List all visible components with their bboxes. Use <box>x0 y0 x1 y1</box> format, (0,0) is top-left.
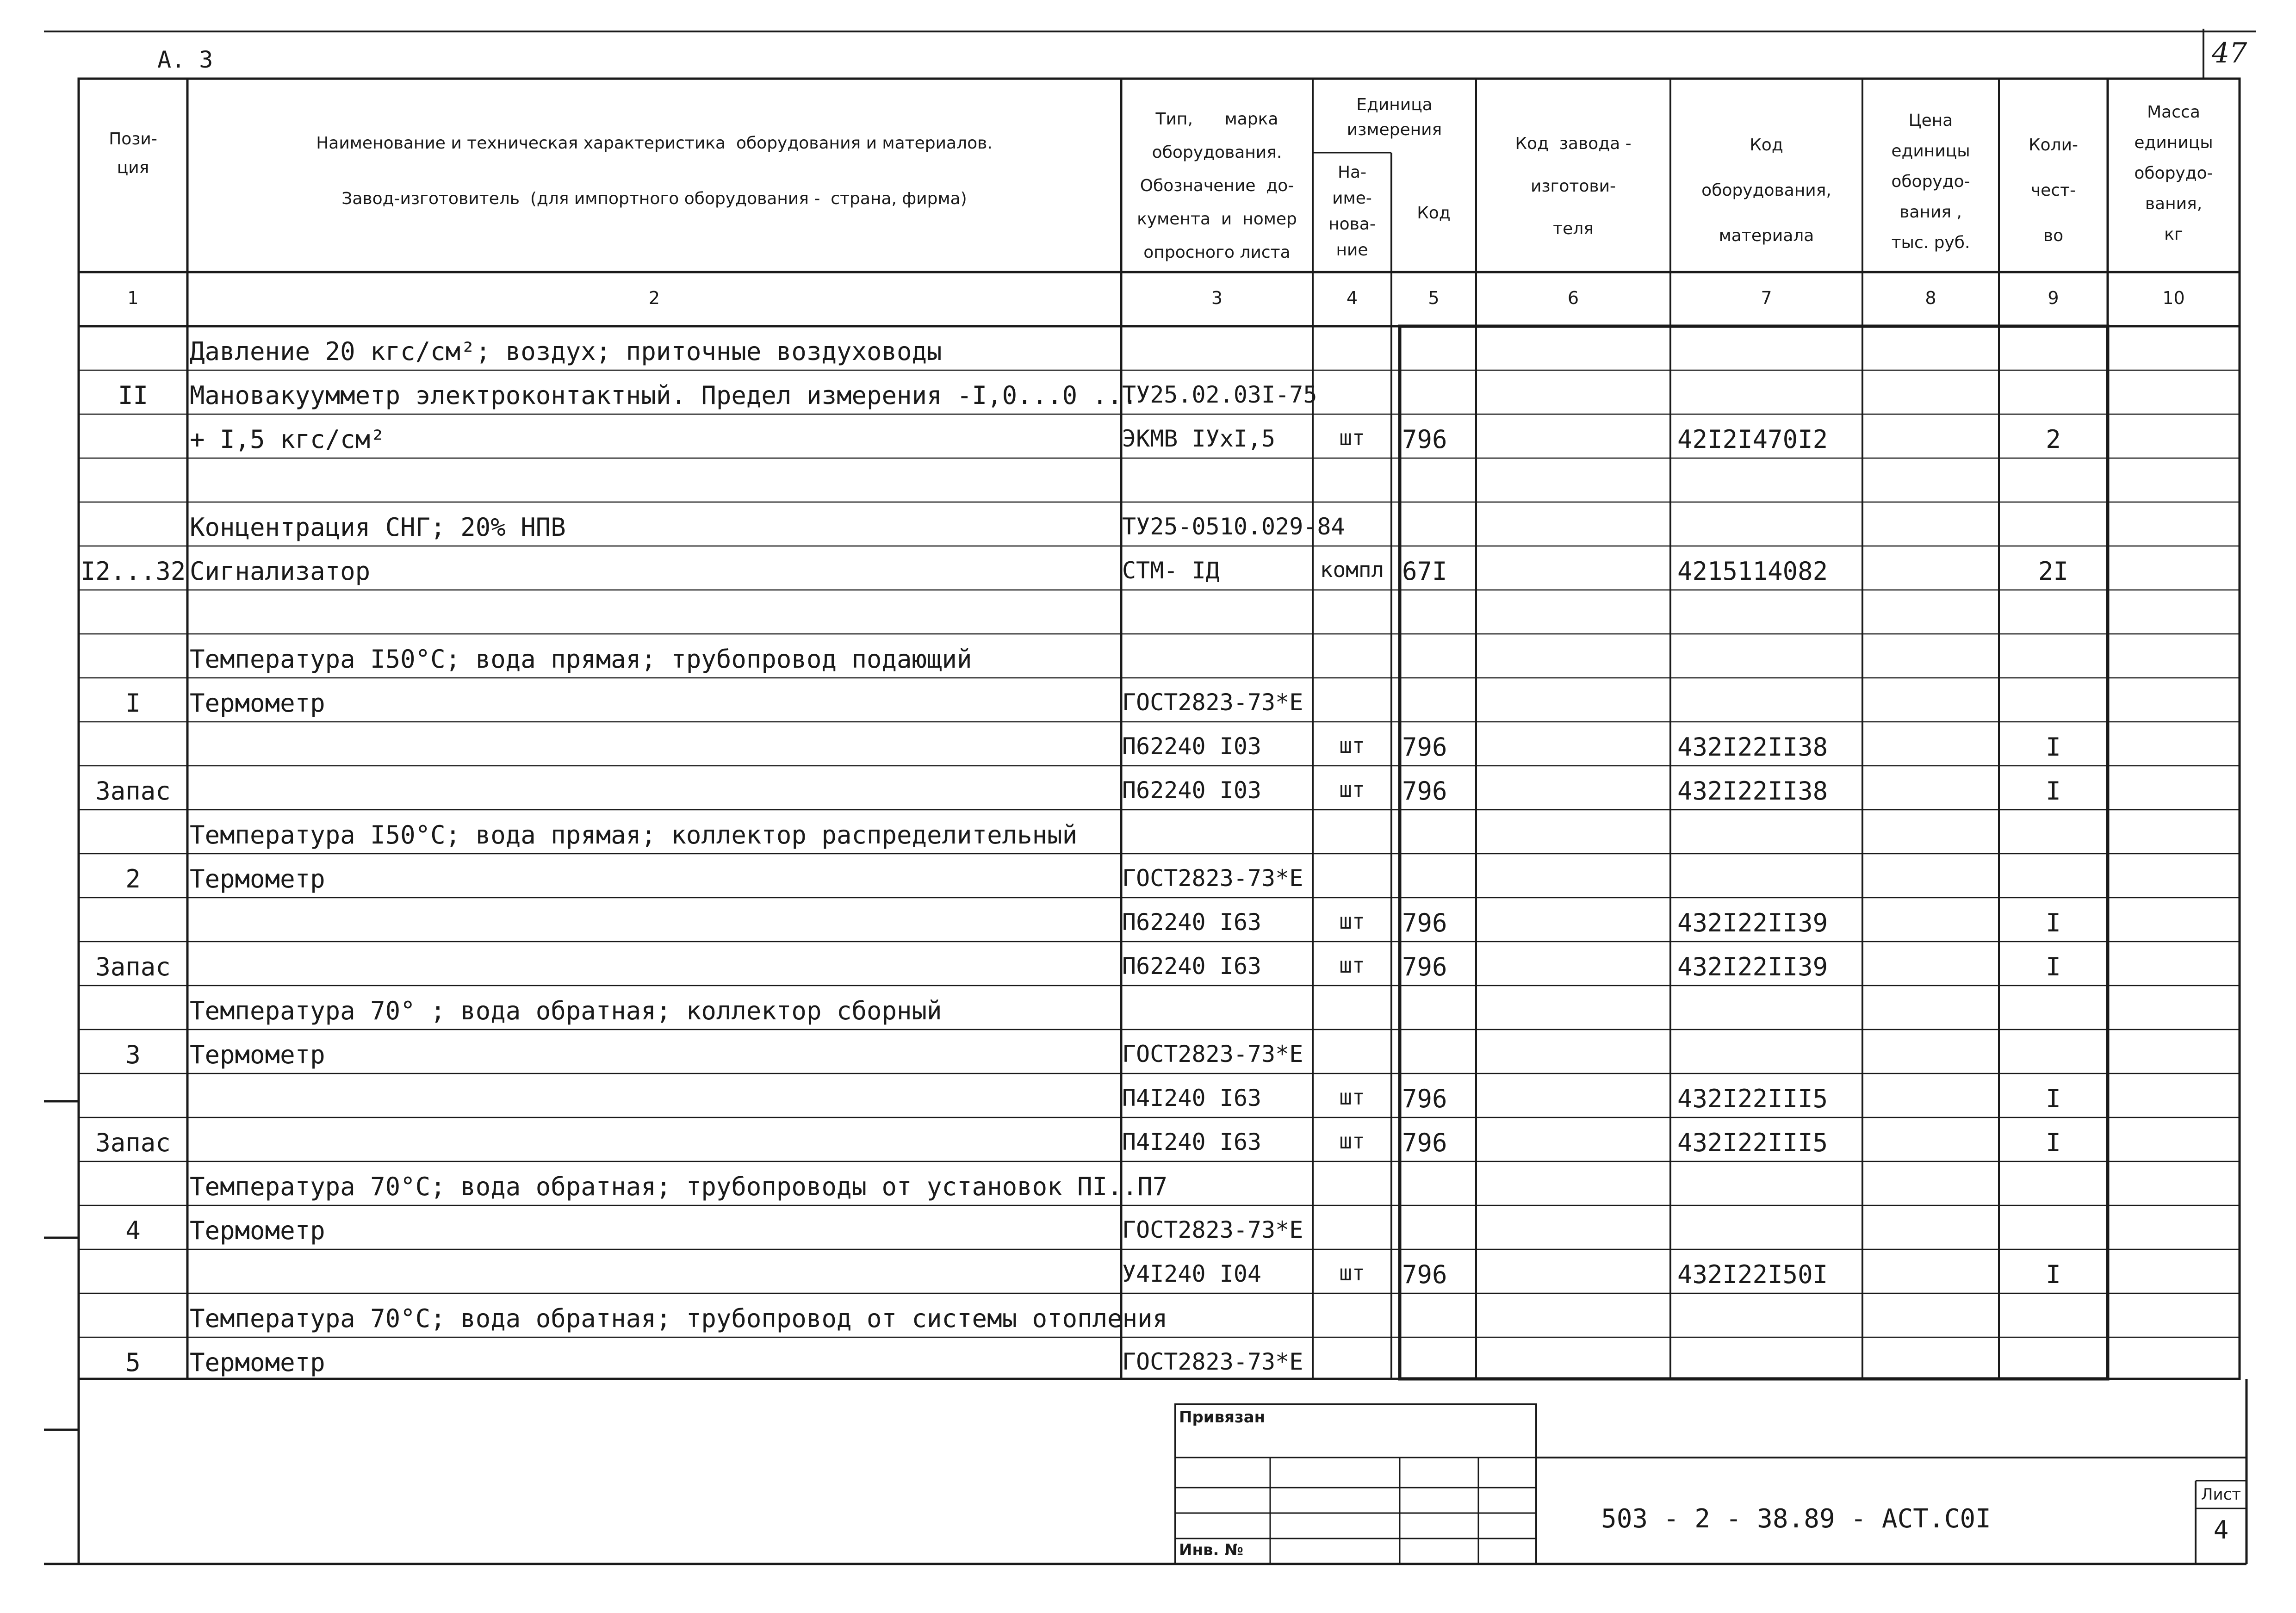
unit-name-cell: шт <box>1339 1085 1365 1110</box>
quantity-cell: I <box>2046 1260 2061 1289</box>
header-factory-code: Код завода - изготови- теля <box>1515 134 1632 238</box>
name-cell: Давление 20 кгс/см²; воздух; приточные воздуховоды <box>190 337 942 366</box>
type-cell: ГОСТ2823-73*Е <box>1122 1216 1303 1243</box>
equipment-code-cell: 4215114082 <box>1677 557 1828 586</box>
header-type: Тип, марка оборудования. Обозначение до- кумента и номер опросного листа <box>1137 110 1297 262</box>
column-number: 8 <box>1925 288 1936 308</box>
header-position: Пози- ция <box>109 130 157 177</box>
unit-name-cell: шт <box>1339 953 1365 978</box>
unit-code-cell: 796 <box>1402 1128 1447 1157</box>
type-cell: П62240 I63 <box>1122 953 1262 980</box>
quantity-cell: I <box>2046 908 2061 937</box>
position-cell: 2 <box>125 864 141 893</box>
header-equipment-code: Код оборудования, материала <box>1701 136 1831 245</box>
quantity-cell: I <box>2046 952 2061 981</box>
stamp-inv-label: Инв. № <box>1179 1541 1244 1559</box>
name-cell: Термометр <box>190 1216 325 1245</box>
quantity-cell: I <box>2046 776 2061 806</box>
quantity-cell: 2 <box>2046 425 2061 454</box>
name-cell: Термометр <box>190 689 325 718</box>
column-number: 7 <box>1761 288 1772 308</box>
name-cell: Температура I50°С; вода прямая; коллектор распределительный <box>190 820 1078 850</box>
unit-name-cell: шт <box>1339 909 1365 934</box>
equipment-code-cell: 42I2I470I2 <box>1677 425 1828 454</box>
position-cell: I <box>125 689 141 718</box>
name-cell: Термометр <box>190 1040 325 1069</box>
equipment-code-cell: 432I22III5 <box>1677 1084 1828 1113</box>
quantity-cell: I <box>2046 1084 2061 1113</box>
type-cell: П62240 I03 <box>1122 733 1262 760</box>
type-cell: ТУ25.02.03I-75 <box>1122 381 1317 408</box>
column-number: 2 <box>648 288 660 308</box>
header-unit-name: На- име- нова- ние <box>1328 163 1376 260</box>
name-cell: Мановакуумметр электроконтактный. Предел измерения -I,0...0 ... <box>190 381 1138 410</box>
header-unit-code: Код <box>1417 204 1451 223</box>
type-cell: П4I240 I63 <box>1122 1129 1262 1155</box>
position-cell: Запас <box>95 1128 171 1157</box>
sheet-label: Лист <box>2201 1485 2241 1504</box>
name-cell: Температура 70° ; вода обратная; коллектор сборный <box>190 996 942 1025</box>
unit-code-cell: 796 <box>1402 1260 1447 1289</box>
column-number: 9 <box>2048 288 2059 308</box>
name-cell: Сигнализатор <box>190 557 371 586</box>
name-cell: Температура 70°С; вода обратная; трубопроводы от установок ПI..П7 <box>190 1172 1168 1201</box>
position-cell: II <box>118 381 149 410</box>
equipment-code-cell: 432I22III5 <box>1677 1128 1828 1157</box>
unit-name-cell: шт <box>1339 1129 1365 1154</box>
position-cell: 4 <box>125 1216 141 1245</box>
type-cell: У4I240 I04 <box>1122 1260 1262 1287</box>
position-cell: Запас <box>95 776 171 806</box>
type-cell: ГОСТ2823-73*Е <box>1122 689 1303 716</box>
type-cell: ГОСТ2823-73*Е <box>1122 1348 1303 1375</box>
column-number: 5 <box>1428 288 1440 308</box>
type-cell: ГОСТ2823-73*Е <box>1122 1041 1303 1067</box>
equipment-code-cell: 432I22I50I <box>1677 1260 1828 1289</box>
sheet-ref: А. 3 <box>157 46 213 73</box>
type-cell: СТМ- IД <box>1122 557 1220 584</box>
name-cell: Концентрация СНГ; 20% НПВ <box>190 513 566 542</box>
unit-code-cell: 796 <box>1402 425 1447 454</box>
unit-code-cell: 796 <box>1402 952 1447 981</box>
column-number: 1 <box>127 288 139 308</box>
unit-name-cell: шт <box>1339 777 1365 802</box>
quantity-cell: I <box>2046 732 2061 762</box>
unit-code-cell: 796 <box>1402 732 1447 762</box>
equipment-code-cell: 432I22II39 <box>1677 908 1828 937</box>
unit-code-cell: 796 <box>1402 776 1447 806</box>
document-designation: 503 - 2 - 38.89 - АСТ.С0I <box>1601 1504 1991 1534</box>
header-mass: Масса единицы оборудо- вания, кг <box>2134 103 2213 244</box>
header-name: Наименование и техническая характеристика оборудования и материалов. Завод-изготовитель (для импортного оборудования - страна, фирма) <box>316 134 993 208</box>
type-cell: П62240 I63 <box>1122 909 1262 936</box>
name-cell: Температура I50°С; вода прямая; трубопровод подающий <box>190 645 972 674</box>
name-cell: Температура 70°С; вода обратная; трубопровод от системы отопления <box>190 1304 1168 1333</box>
type-cell: П4I240 I63 <box>1122 1085 1262 1111</box>
equipment-code-cell: 432I22II39 <box>1677 952 1828 981</box>
position-cell: 5 <box>125 1348 141 1377</box>
header-price: Цена единицы оборудо- вания , тыс. руб. <box>1891 111 1970 252</box>
unit-name-cell: шт <box>1339 733 1365 758</box>
equipment-code-cell: 432I22II38 <box>1677 732 1828 762</box>
quantity-cell: I <box>2046 1128 2061 1157</box>
unit-code-cell: 796 <box>1402 1084 1447 1113</box>
column-number: 6 <box>1567 288 1579 308</box>
type-cell: П62240 I03 <box>1122 777 1262 804</box>
equipment-code-cell: 432I22II38 <box>1677 776 1828 806</box>
unit-name-cell: шт <box>1339 1260 1365 1285</box>
unit-name-cell: компл <box>1320 557 1384 582</box>
column-number: 10 <box>2162 288 2185 308</box>
header-quantity: Коли- чест- во <box>2029 136 2078 245</box>
unit-code-cell: 67I <box>1402 557 1447 586</box>
column-number: 4 <box>1346 288 1358 308</box>
position-cell: Запас <box>95 952 171 981</box>
name-cell: Термометр <box>190 864 325 893</box>
type-cell: ТУ25-0510.029-84 <box>1122 513 1345 540</box>
type-cell: ЭКМВ IУxI,5 <box>1122 425 1276 452</box>
page-number: 47 <box>2212 37 2247 69</box>
position-cell: 3 <box>125 1040 141 1069</box>
name-cell: + I,5 кгс/см² <box>190 425 385 454</box>
stamp-linked-label: Привязан <box>1179 1408 1266 1427</box>
type-cell: ГОСТ2823-73*Е <box>1122 865 1303 892</box>
header-unit: Единица измерения <box>1347 95 1442 139</box>
quantity-cell: 2I <box>2038 557 2069 586</box>
unit-name-cell: шт <box>1339 425 1365 450</box>
sheet-number: 4 <box>2213 1515 2229 1545</box>
unit-code-cell: 796 <box>1402 908 1447 937</box>
name-cell: Термометр <box>190 1348 325 1377</box>
position-cell: I2...32 <box>80 557 186 586</box>
column-number: 3 <box>1211 288 1223 308</box>
